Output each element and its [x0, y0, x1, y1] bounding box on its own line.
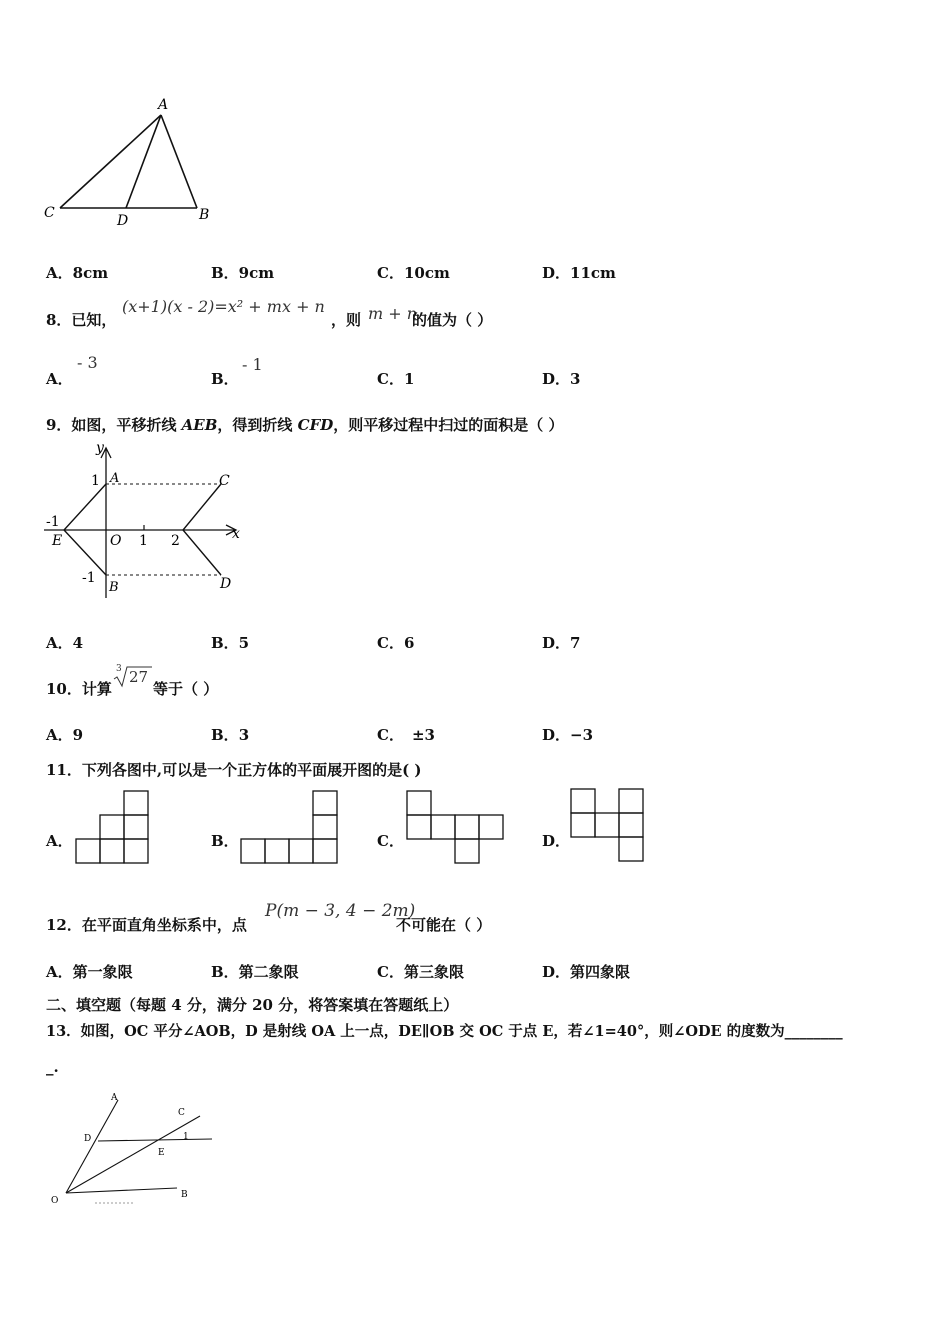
point-label-a: A — [111, 1093, 118, 1103]
q10-option-b-value: 3 — [238, 726, 250, 744]
q8-prefix: 8．已知， — [46, 311, 117, 329]
angle-bisector-figure — [45, 1088, 225, 1208]
q8-suffix: 的值为（ ） — [412, 311, 493, 329]
q9-question — [46, 414, 564, 435]
vertex-label-d: D — [117, 213, 129, 229]
q12-option-d[interactable]: D．第四象限 — [542, 963, 631, 981]
q7-option-b[interactable]: B．9cm — [211, 264, 275, 282]
axis-label-y: y — [96, 440, 104, 456]
q10-cube-root — [113, 664, 153, 690]
q8-option-a-value: - 3 — [77, 353, 98, 372]
q11-option-b[interactable]: B． — [211, 832, 239, 850]
origin-label: O — [110, 533, 122, 549]
q10-option-a[interactable] — [46, 724, 83, 745]
q9-text-suffix: ，则平移过程中扫过的面积是（ ） — [333, 416, 564, 434]
point-label-d: D — [84, 1134, 92, 1144]
q10-option-b[interactable] — [211, 724, 249, 745]
q8-option-d-label: D． — [542, 370, 571, 388]
q9-option-a[interactable]: A．4 — [46, 634, 84, 652]
q10-root-index: 3 — [116, 664, 122, 674]
vertex-label-a: A — [158, 97, 169, 113]
q7-option-d[interactable]: D．11cm — [542, 264, 616, 282]
tick-label-1-x: 1 — [139, 533, 148, 549]
point-label-b: B — [109, 580, 119, 595]
q12-option-c[interactable]: C．第三象限 — [377, 963, 464, 981]
q8-option-b-value: - 1 — [242, 355, 263, 374]
q13-answer-tail: _. — [46, 1058, 59, 1076]
axis-label-x: x — [232, 526, 240, 542]
vertex-label-c: C — [44, 205, 55, 221]
q8-option-a-label[interactable]: A． — [46, 370, 73, 388]
cube-net-b — [240, 789, 342, 867]
point-label-a: A — [110, 471, 120, 486]
q13-question: 13．如图，OC 平分∠AOB，D 是射线 OA 上一点，DE∥OB 交 OC 于点 E，若∠1=40°，则∠ODE 的度数为________ — [46, 1023, 843, 1040]
cube-net-c — [406, 789, 508, 867]
q12-suffix: 不可能在（ ） — [396, 916, 492, 934]
q9-option-d[interactable]: D．7 — [542, 634, 581, 652]
q10-option-d[interactable] — [542, 724, 593, 745]
q7-option-a[interactable]: A．8cm — [46, 264, 109, 282]
q10-option-c-label: C． — [377, 726, 404, 744]
q8-expression: m + n — [368, 304, 418, 323]
q8-option-c[interactable] — [377, 368, 414, 389]
q9-option-c[interactable]: C．6 — [377, 634, 415, 652]
q11-option-d[interactable]: D． — [542, 832, 571, 850]
q12-option-b[interactable]: B．第二象限 — [211, 963, 299, 981]
tick-label-2-x: 2 — [171, 533, 180, 549]
section-heading: 二、填空题（每题 4 分，满分 20 分，将答案填在答题纸上） — [46, 996, 459, 1014]
q9-aeb: AEB — [181, 416, 218, 434]
q8-option-d-value: 3 — [570, 370, 581, 388]
q9-option-b[interactable]: B．5 — [211, 634, 250, 652]
q10-option-c[interactable] — [377, 724, 435, 745]
q12-prefix: 12．在平面直角坐标系中，点 — [46, 916, 247, 934]
q8-mid: ，则 — [331, 311, 362, 329]
tick-label-neg1-y: -1 — [82, 570, 96, 586]
q12-option-a[interactable]: A．第一象限 — [46, 963, 133, 981]
q10-option-d-value: −3 — [570, 726, 594, 744]
angle-label-1: 1 — [183, 1132, 189, 1142]
point-label-c: C — [178, 1108, 185, 1118]
q9-cfd: CFD — [297, 416, 334, 434]
cube-net-d — [570, 787, 650, 867]
q9-text-prefix: 9．如图，平移折线 — [46, 416, 182, 434]
q9-text-mid: ，得到折线 — [217, 416, 298, 434]
q10-option-a-value: 9 — [72, 726, 84, 744]
q7-option-c[interactable]: C．10cm — [377, 264, 450, 282]
point-label-e: E — [52, 533, 63, 549]
q8-option-b-label[interactable]: B． — [211, 370, 239, 388]
q10-option-d-label: D． — [542, 726, 571, 744]
triangle-figure — [40, 95, 230, 235]
q11-option-a[interactable]: A． — [46, 832, 73, 850]
q10-option-b-label: B． — [211, 726, 239, 744]
q8-option-c-label: C． — [377, 370, 404, 388]
q10-prefix: 10．计算 — [46, 680, 112, 698]
q10-option-a-label: A． — [46, 726, 73, 744]
translation-figure — [40, 438, 250, 603]
q8-option-d[interactable] — [542, 368, 580, 389]
cube-net-a — [75, 789, 155, 867]
point-label-c: C — [219, 473, 230, 489]
vertex-label-b: B — [199, 207, 210, 223]
q10-radicand: 27 — [129, 668, 149, 686]
point-label-d: D — [220, 576, 232, 592]
tick-label-1-y: 1 — [91, 473, 100, 489]
q8-equation: (x+1)(x - 2)=x² + mx + n — [122, 297, 325, 316]
q12-point: P(m − 3, 4 − 2m) — [265, 901, 416, 921]
point-label-b: B — [181, 1190, 188, 1200]
q10-option-c-value: ±3 — [411, 726, 435, 744]
point-label-e: E — [158, 1148, 165, 1158]
tick-label-neg1-x: -1 — [46, 514, 60, 530]
q8-option-c-value: 1 — [403, 370, 415, 388]
q10-suffix: 等于（ ） — [153, 680, 219, 698]
point-label-o: O — [51, 1196, 59, 1206]
q11-question: 11．下列各图中,可以是一个正方体的平面展开图的是( ) — [46, 761, 422, 779]
q11-option-c[interactable]: C． — [377, 832, 404, 850]
